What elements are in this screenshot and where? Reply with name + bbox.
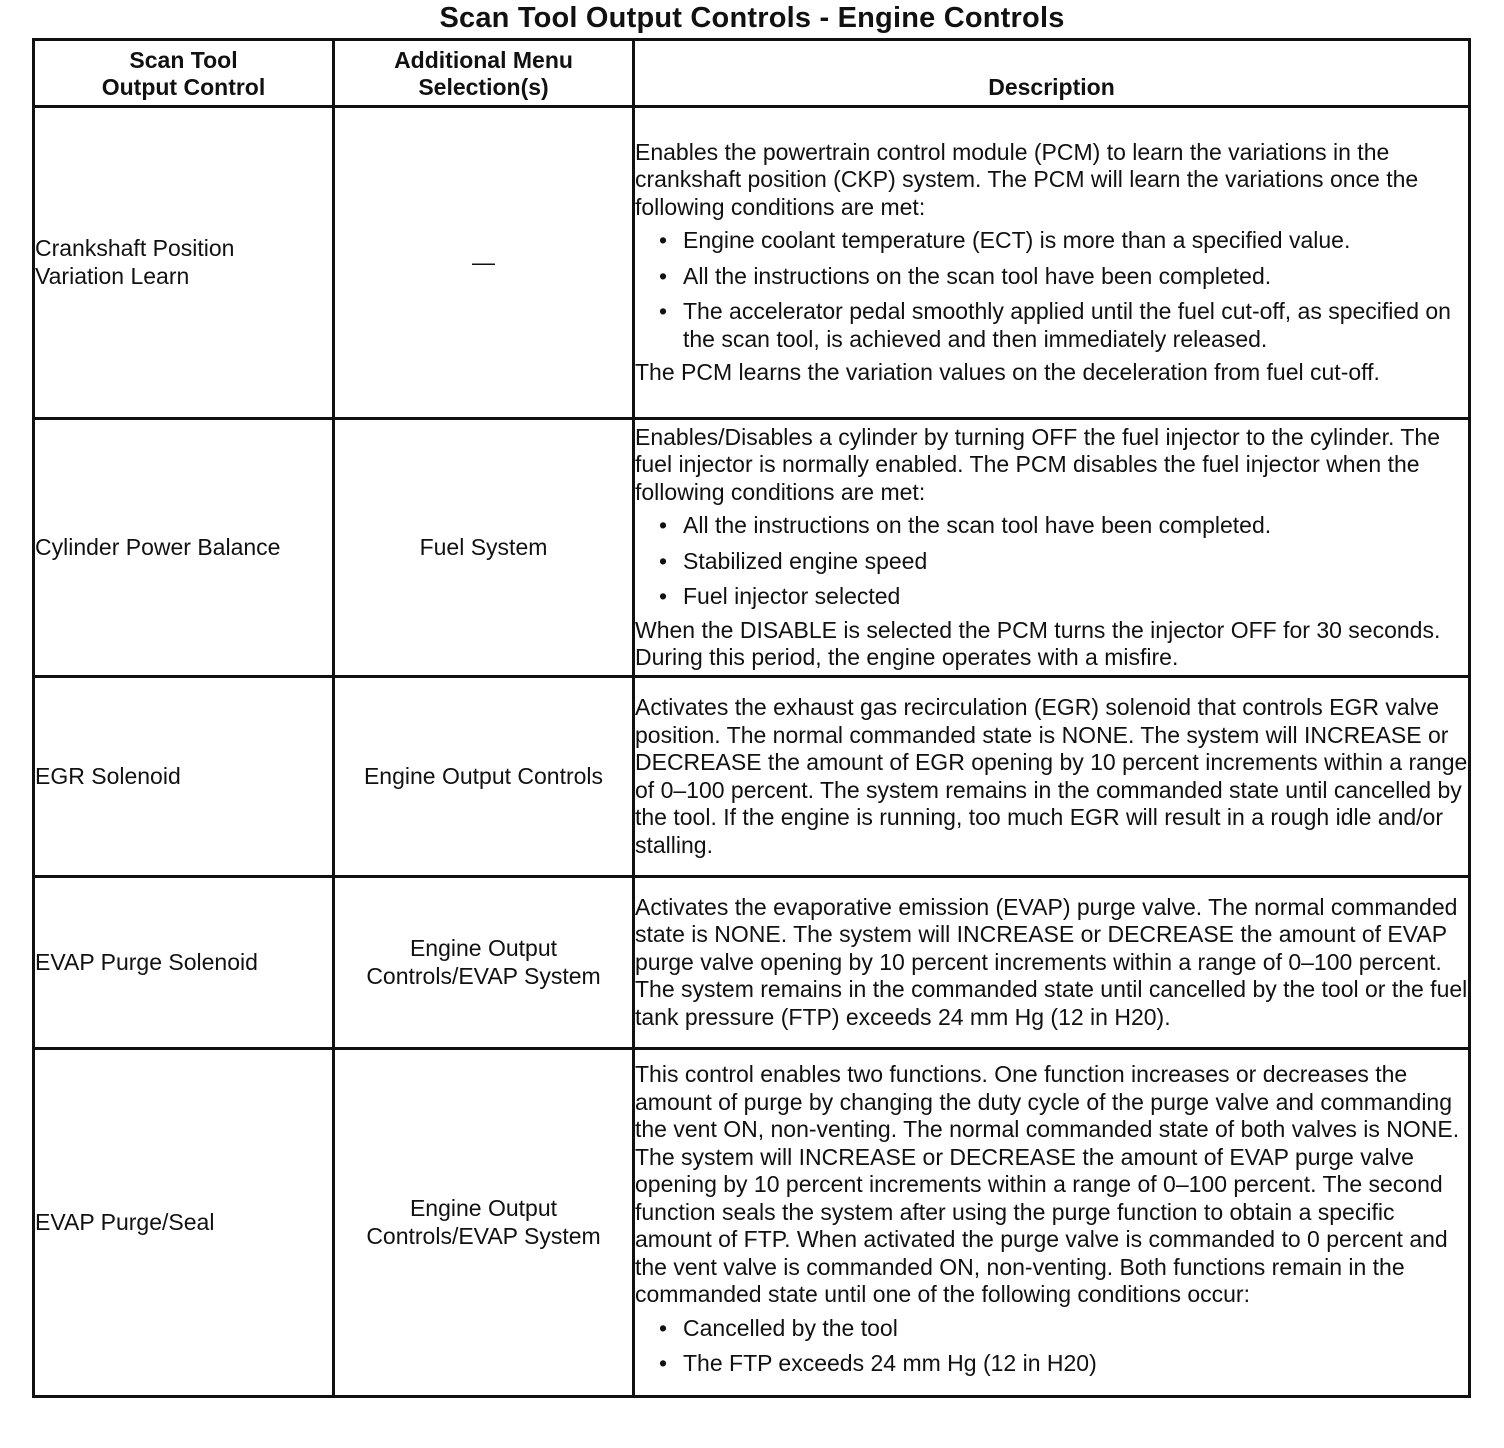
list-item-text: Engine coolant temperature (ECT) is more than a specified value.: [683, 227, 1351, 253]
table-header-row: [34, 40, 1470, 107]
description-cell: [634, 877, 1470, 1049]
menu-selection: Engine Output: [409, 935, 558, 961]
list-item-text: The FTP exceeds 24 mm Hg (12 in H20): [683, 1350, 1097, 1377]
header-line: Output Control: [101, 74, 266, 100]
list-item: [657, 263, 1468, 291]
menu-selection: Engine Output: [409, 1195, 558, 1221]
list-item: [657, 512, 1468, 540]
menu-selection: Engine Output Controls: [363, 762, 604, 789]
list-item: [657, 548, 1468, 576]
header-line: Description: [988, 74, 1115, 100]
control-name-cell: [34, 1049, 334, 1397]
control-name: Cylinder Power Balance: [35, 533, 281, 560]
list-item: [657, 227, 1468, 255]
header-line: Additional Menu: [394, 47, 573, 73]
description-cell: [634, 419, 1470, 677]
menu-selection-cell: [334, 677, 634, 877]
none-dash: —: [472, 248, 495, 275]
control-name: EVAP Purge/Seal: [35, 1208, 215, 1235]
control-name: Variation Learn: [35, 262, 190, 289]
bullet-icon: •: [659, 512, 668, 538]
condition-list: [635, 1315, 1468, 1378]
header-additional-menu-selections: [334, 40, 634, 107]
bullet-icon: •: [659, 1314, 668, 1341]
list-item: [657, 1350, 1468, 1378]
menu-selection-cell: [334, 877, 634, 1049]
menu-selection: Controls/EVAP System: [366, 962, 601, 989]
condition-list: [635, 227, 1468, 353]
menu-selection: Fuel System: [419, 533, 548, 560]
list-item: [657, 1315, 1468, 1343]
description-text: This control enables two functions. One function increases or decreases the amount of purge by changing the duty cycle of the purge valve and commanding the vent ON, non-venting. The normal commanded state of both valves is NONE. The system will INCREASE or DECREASE the amount of EVAP purge valve opening by 10 percent increments within a range of 0–100 percent. The second function seals the system after using the purge function to obtain a specific amount of FTP. When activated the purge valve is commanded to 0 percent and the vent valve is commanded ON, non-venting. Both functions remain in the commanded state until one of the following conditions occur:: [635, 1061, 1460, 1308]
menu-selection-cell: [334, 419, 634, 677]
control-name: Crankshaft Position: [35, 235, 235, 261]
control-name-cell: [34, 877, 334, 1049]
header-line: Scan Tool: [129, 47, 238, 73]
table-row: [34, 419, 1470, 677]
list-item: [657, 583, 1468, 611]
control-name-cell: [34, 419, 334, 677]
description-cell: [634, 1049, 1470, 1397]
list-item-text: Fuel injector selected: [683, 583, 901, 609]
control-name-cell: [34, 677, 334, 877]
condition-list: [635, 512, 1468, 611]
header-line: Selection(s): [418, 74, 549, 100]
list-item-text: The accelerator pedal smoothly applied until the fuel cut-off, as specified on the scan tool, is achieved and then immediately released.: [683, 298, 1451, 352]
menu-selection-cell: [334, 1049, 634, 1397]
description-cell: [634, 677, 1470, 877]
description-text: The PCM learns the variation values on the deceleration from fuel cut-off.: [635, 359, 1380, 385]
list-item-text: All the instructions on the scan tool have been completed.: [683, 512, 1272, 538]
description-text: Activates the evaporative emission (EVAP) purge valve. The normal commanded state is NONE. The system will INCREASE or DECREASE the amount of EVAP purge valve opening by 10 percent increments within a range of 0–100 percent. The system remains in the commanded state until cancelled by the tool or the fuel tank pressure (FTP) exceeds 24 mm Hg (12 in H20).: [635, 893, 1468, 1030]
bullet-icon: •: [659, 298, 668, 324]
description-cell: [634, 107, 1470, 419]
page-title: Scan Tool Output Controls - Engine Controls: [439, 2, 1065, 34]
list-item: [657, 298, 1468, 353]
header-scan-tool-output-control: [34, 40, 334, 107]
menu-selection-cell: [334, 107, 634, 419]
bullet-icon: •: [659, 547, 668, 574]
description-text: When the DISABLE is selected the PCM turns the injector OFF for 30 seconds. During this period, the engine operates with a misfire.: [635, 616, 1441, 670]
control-name: EVAP Purge Solenoid: [35, 948, 258, 975]
bullet-icon: •: [659, 583, 668, 609]
list-item-text: Stabilized engine speed: [683, 547, 928, 574]
table-row: [34, 1049, 1470, 1397]
list-item-text: All the instructions on the scan tool have been completed.: [683, 262, 1272, 289]
output-controls-table: [32, 38, 1471, 1398]
table-row: [34, 877, 1470, 1049]
control-name: EGR Solenoid: [35, 762, 181, 789]
description-text: Enables/Disables a cylinder by turning OFF the fuel injector to the cylinder. The fuel injector is normally enabled. The PCM disables the fuel injector when the following conditions are met:: [635, 423, 1440, 505]
bullet-icon: •: [659, 227, 668, 253]
bullet-icon: •: [659, 262, 668, 289]
bullet-icon: •: [659, 1350, 668, 1377]
description-text: Activates the exhaust gas recirculation (EGR) solenoid that controls EGR valve position. The normal commanded state is NONE. The system will INCREASE or DECREASE the amount of EGR opening by 10 percent increments within a range of 0–100 percent. The system remains in the commanded state until cancelled by the tool. If the engine is running, too much EGR will result in a rough idle and/or stalling.: [635, 694, 1468, 858]
header-description: [634, 40, 1470, 107]
description-text: Enables the powertrain control module (PCM) to learn the variations in the crankshaft position (CKP) system. The PCM will learn the variations once the following conditions are met:: [635, 138, 1419, 220]
menu-selection: Controls/EVAP System: [366, 1222, 601, 1249]
control-name-cell: [34, 107, 334, 419]
list-item-text: Cancelled by the tool: [683, 1314, 898, 1341]
table-row: [34, 107, 1470, 419]
table-row: [34, 677, 1470, 877]
